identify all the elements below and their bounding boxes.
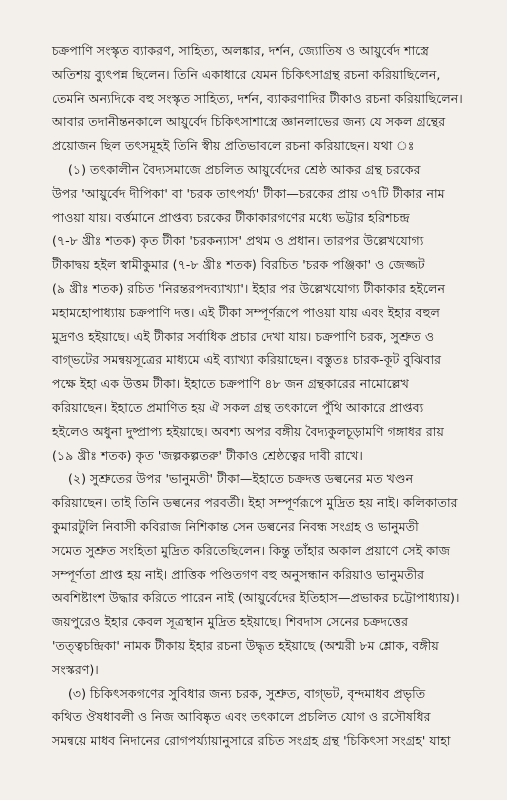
text-line: উপর 'আয়ুর্বেদ দীপিকা' বা 'চরক তাৎপর্য্য' টীকা—চরকের প্রায় ৩৭টি টীকার নাম [52,185,445,201]
text-line: (৯ খ্রীঃ শতক) রচিত 'নিরন্তরপদব্যাখ্যা'। ইহার পর উল্লেখযোগ্য টীকাকার হইলেন [52,280,445,296]
paragraph-3 [52,682,471,753]
text-line: তেমনি অন্যদিকে বহু সংস্কৃত সাহিত্য, দর্শন, ব্যাকরণাদির টীকাও রচনা করিয়াছিলেন। [52,90,463,106]
text-line: বাগ্‌ভটের সমন্বয়সূত্রের মাধ্যমে এই ব্যাখ্যা করিয়াছেন। বস্তুতঃ চারক-কূট বুঝিবার [52,352,442,368]
text-line: পাওয়া যায়। বর্ত্তমানে প্রাপ্তব্য চরকের টীকাকারগণের মধ্যে ভট্টার হরিশচন্দ্র [52,209,410,225]
text-line: মুদ্রণও হইয়াছে। এই টীকার সর্বাধিক প্রচার দেখা যায়। চক্রপাণি চরক, সুশ্রুত ও [52,328,435,344]
text-line: পক্ষে ইহা এক উত্তম টীকা। ইহাতে চক্রপাণি ৪৮ জন গ্রন্থকারের নামোল্লেখ [52,376,409,392]
text-line: সমেত সুশ্রুত সংহিতা মুদ্রিত করিতেছিলেন। কিন্তু তাঁহার অকাল প্রয়াণে সেই কাজ [52,542,451,558]
text-line: অতিশয় ব্যুৎপন্ন ছিলেন। তিনি একাধারে যেমন চিকিৎসাগ্রন্থ রচনা করিয়াছিলেন, [52,66,441,82]
text-line: টীকাদ্বয় হইল স্বামীকুমার (৭-৮ খ্রীঃ শতক) বিরচিত 'চরক পঞ্জিকা' ও জেজ্জট [52,257,425,273]
text-line: প্রয়োজন ছিল তৎসমূহই তিনি স্বীয় প্রতিভাবলে রচনা করিয়াছেন। যথা ঃ [52,138,415,154]
text-line: 'তত্ত্বচন্দ্রিকা' নামক টীকায় ইহার রচনা উদ্ধৃত হইয়াছে (অশ্মরী ৮ম শ্লোক, বঙ্গীয় [52,637,439,653]
paragraph-2 [52,467,471,681]
text-line: (৭-৮ খ্রীঃ শতক) কৃত টীকা 'চরকন্যাস' প্রথম ও প্রধান। তারপর উল্লেখযোগ্য [52,233,424,249]
text-line: চক্রপাণি সংস্কৃত ব্যাকরণ, সাহিত্য, অলঙ্কার, দর্শন, জ্যোতিষ ও আয়ুর্বেদ শাস্ত্রে [52,43,429,58]
text-line: কথিত ঔষধাবলী ও নিজ আবিষ্কৃত এবং তৎকালে প্রচলিত যোগ ও রসৌষধির [52,709,431,725]
text-line: (২) সুশ্রুতের উপর 'ভানুমতী' টীকা—ইহাতে চক্রদত্ত ডল্বনের মত খণ্ডন [52,471,414,487]
paragraph-1 [52,158,471,467]
text-line: (৩) চিকিৎসকগণের সুবিধার জন্য চরক, সুশ্রুত, বাগ্‌ভট, বৃন্দমাধব প্রভৃতি [52,685,426,701]
text-line: সংস্করণ)। [52,661,99,677]
text-line: কুমারটুলি নিবাসী কবিরাজ নিশিকান্ত সেন ডল্বনের নিবন্ধ সংগ্রহ ও ভানুমতী [52,518,419,534]
text-line: (১৯ খ্রীঃ শতক) কৃত 'জল্পকল্পতরু' টীকাও শ্রেষ্ঠত্বের দাবী রাখে। [52,447,363,463]
text-line: করিয়াছেন। ইহাতে প্রমাণিত হয় ঐ সকল গ্রন্থ তৎকালে পুঁথি আকারে প্রাপ্তব্য [52,399,424,415]
text-line: জয়পুরেও ইহার কেবল সূত্রস্থান মুদ্রিত হইয়াছে। শিবদাস সেনের চক্রদত্তের [52,614,409,630]
text-line: আবার তদানীন্তনকালে আয়ুর্বেদ চিকিৎসাশাস্ত্রে জ্ঞানলাভের জন্য যে সকল গ্রন্থের [52,114,446,130]
text-line: হইলেও অধুনা দুষ্প্রাপ্য হইয়াছে। অবশ্য অপর বঙ্গীয় বৈদ্যকুলচূড়ামণি গঙ্গাধর রায় [52,423,444,439]
text-line: অবশিষ্টাংশ উদ্ধার করিতে পারেন নাই (আয়ুর্বেদের ইতিহাস—প্রভাকর চট্টোপাধ্যায়)। [52,590,460,606]
paragraph-intro [52,39,471,158]
text-line: মহামহোপাধ্যায় চক্রপাণি দত্ত। এই টীকা সম্পূর্ণরূপে পাওয়া যায় এবং ইহার বহুল [52,304,440,320]
text-line: সমন্বয়ে মাধব নিদানের রোগপর্য্যায়ানুসারে রচিত সংগ্রহ গ্রন্থ 'চিকিৎসা সংগ্রহ' যাহা [52,733,451,749]
text-line: সম্পূর্ণতা প্রাপ্ত হয় নাই। প্রাত্তিক পণ্ডিতগণ বহু অনুসন্ধান করিয়াও ভানুমতীর [52,566,425,582]
text-line: করিয়াছেন। তাই তিনি ডল্বনের পরবর্তী। ইহা সম্পূর্ণরূপে মুদ্রিত হয় নাই। কলিকাতার [52,495,458,511]
text-line: (১) তৎকালীন বৈদ্যসমাজে প্রচলিত আয়ুর্বেদের শ্রেষ্ঠ আকর গ্রন্থ চরকের [52,161,421,177]
